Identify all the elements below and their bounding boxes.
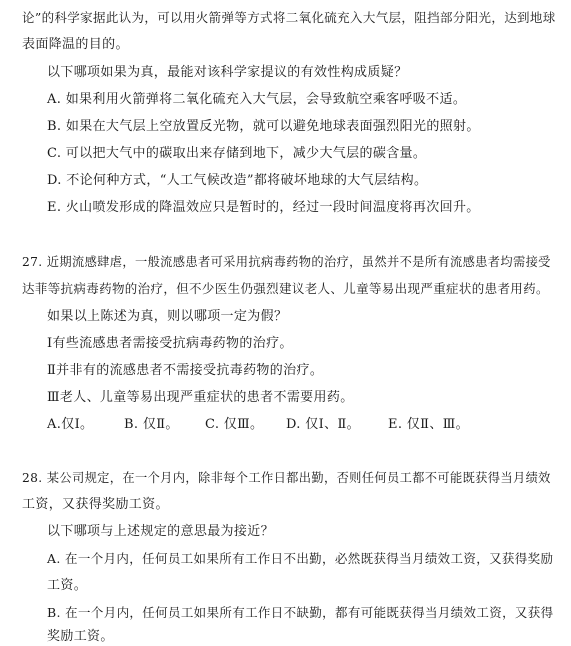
q26-text-line-2: 表面降温的目的。 xyxy=(22,37,129,52)
q26-option-c: C. 可以把大气中的碳取出来存储到地下，减少大气层的碳含量。 xyxy=(47,146,427,161)
q27-text-line-2: 达菲等抗病毒药物的治疗，但不少医生仍强烈建议老人、儿童等易出现严重症状的患者用药。 xyxy=(22,281,549,296)
q28-text-line-1: 28. 某公司规定，在一个月内，除非每个工作日都出勤，否则任何员工都不可能既获得当月绩效 xyxy=(22,471,551,485)
q26-option-d: D. 不论何种方式，“人工气候改造”都将破坏地球的大气层结构。 xyxy=(47,173,428,188)
q27-statement-2: Ⅱ并非有的流感患者不需接受抗毒药物的治疗。 xyxy=(47,363,324,378)
q26-prompt: 以下哪项如果为真，最能对该科学家提议的有效性构成质疑？ xyxy=(47,65,408,80)
q26-option-a: A. 如果利用火箭弹将二氧化硫充入大气层，会导致航空乘客呼吸不适。 xyxy=(47,92,467,107)
q27-option-a: A.仅Ⅰ。 xyxy=(47,417,94,432)
q28-option-b-line-1: B. 在一个月内，任何员工如果所有工作日不缺勤，都有可能既获得当月绩效工资，又获得 xyxy=(47,605,554,620)
q28-option-a-line-1: A. 在一个月内，任何员工如果所有工作日不出勤，必然既获得当月绩效工资，又获得奖励 xyxy=(47,551,554,566)
q26-option-b: B. 如果在大气层上空放置反光物，就可以避免地球表面强烈阳光的照射。 xyxy=(47,119,480,134)
q26-text-line-1: 论”的科学家据此认为，可以用火箭弹等方式将二氧化硫充入大气层，阻挡部分阳光，达到地球 xyxy=(22,10,556,25)
q27-option-c: C. 仅Ⅲ。 xyxy=(205,417,264,432)
q27-option-d: D. 仅Ⅰ、Ⅱ。 xyxy=(286,417,360,432)
q27-text-line-1: 27. 近期流感肆虐，一般流感患者可采用抗病毒药物的治疗，虽然并不是所有流感患者均需接受 xyxy=(22,255,551,269)
q26-option-e: E. 火山喷发形成的降温效应只是暂时的，经过一段时间温度将再次回升。 xyxy=(47,200,480,215)
q27-statement-3: Ⅲ老人、儿童等易出现严重症状的患者不需要用药。 xyxy=(47,390,354,405)
q27-option-e: E. 仅Ⅱ、Ⅲ。 xyxy=(388,417,469,432)
q27-option-b: B. 仅Ⅱ。 xyxy=(124,417,179,432)
q28-text-line-2: 工资，又获得奖励工资。 xyxy=(22,497,169,512)
q27-prompt: 如果以上陈述为真，则以哪项一定为假？ xyxy=(47,309,288,324)
q27-statement-1: Ⅰ有些流感患者需接受抗病毒药物的治疗。 xyxy=(47,336,293,351)
q28-option-a-line-2: 工资。 xyxy=(47,578,88,593)
q28-option-b-line-2: 奖励工资。 xyxy=(47,629,114,644)
q28-prompt: 以下哪项与上述规定的意思最为接近？ xyxy=(47,524,274,539)
